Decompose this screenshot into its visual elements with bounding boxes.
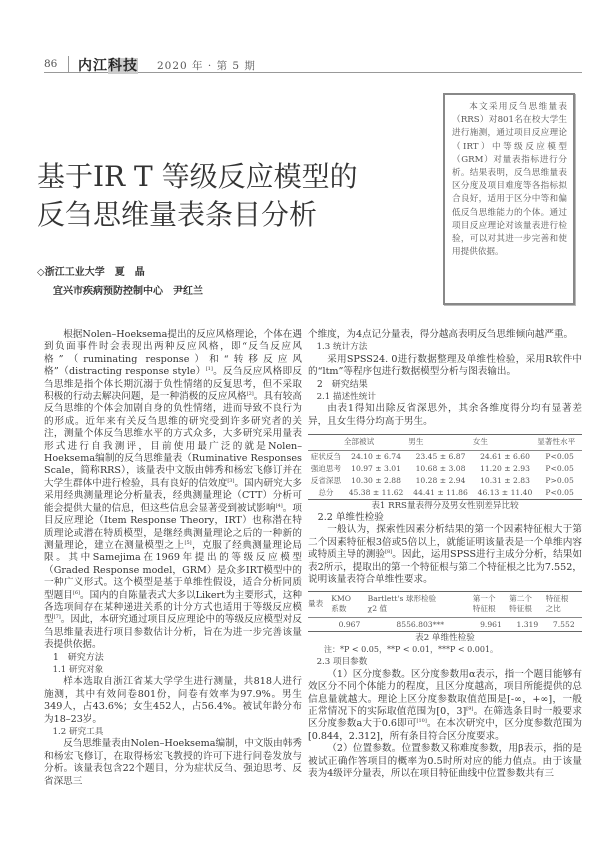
tools-paragraph-cont: 个维度，为4点记分量表，得分越高表明反刍思维倾向越严重。 bbox=[308, 329, 574, 340]
table-2-header-line: 第一个 bbox=[472, 593, 496, 603]
table-cell: 24.10 ± 6.74 bbox=[351, 452, 401, 462]
table-2-header-line: 之比 bbox=[545, 604, 561, 613]
running-header bbox=[44, 56, 582, 73]
table-cell: 8556.803*** bbox=[368, 617, 473, 631]
table-cell: 9.961 bbox=[473, 617, 509, 631]
table-2-header bbox=[473, 591, 509, 617]
table-1-header bbox=[308, 435, 344, 450]
table-2 bbox=[308, 591, 582, 632]
issue-label: 2020 年 · 第 5 期 bbox=[157, 60, 256, 72]
paragraph-text: 。在本次研究中，区分度参数范围为[0.844，2.312]，所有条目符合区分度要求。 bbox=[308, 718, 583, 742]
paragraph-text: 。因此，本研究通过项目反应理论中的等级反应模型对反刍思维量表进行项目参数估计分析，旨在为进一步完善该量表提供依据。 bbox=[44, 614, 303, 651]
table-cell: 强迫思考 bbox=[310, 464, 342, 474]
subsection-heading-2-1: 2.1 描述性统计 bbox=[316, 392, 376, 403]
paragraph-text: 。国内研究大多采用经典测量理论分析量表，经典测量理论（CTT）分析可能会提供大量的信息，但这些信息会显著受到被试影响 bbox=[44, 477, 303, 514]
paragraph-text: 。在筛选条目时一般要求区分度参数a大于0.6即可 bbox=[308, 705, 583, 730]
paragraph-text: 。因此，运用SPSS进行主成分分析，结果如表2所示，提取出的第一个特征根与第二个特征根之比为7.552，说明该量表符合单维性要求。 bbox=[308, 549, 582, 586]
table-cell: 总分 bbox=[318, 488, 334, 498]
table-1-header: 男生 bbox=[408, 435, 472, 450]
author-line-2: 宜兴市疾病预防控制中心 尹红兰 bbox=[53, 286, 203, 297]
subsection-heading-2-3: 2.3 项目参数 bbox=[316, 657, 368, 668]
table-row bbox=[308, 463, 582, 475]
page-number: 86 bbox=[44, 58, 58, 70]
citation-marker: [1] bbox=[205, 366, 213, 373]
table-cell: 10.97 ± 3.01 bbox=[351, 464, 401, 474]
authors bbox=[37, 263, 203, 301]
paragraph-text: 。国内的自陈量表式大多以Likert为主要形式，这种各选项间存在某种递进关系的计分方式也适用于等级反应模型 bbox=[44, 589, 302, 626]
citation-marker: [6] bbox=[72, 589, 80, 596]
table-cell: 7.552 bbox=[546, 617, 582, 631]
paragraph-text: 。具有较高反刍思维的个体会加剧自身的负性情绪，进而导致不良行为的形成。近年来有关反刍思维的研究受到许多研究者的关注，测量个体反刍思维水平的方式众多，大多研究采用量表形式进行自我测评，目前使用最广泛的就是Nolen–Hoeksema编制的反刍思维量表（Ruminative Responses Scale，简称RRS），该量表中文版由韩秀和杨宏飞修订并在大学生群体中进行检验，具有良好的信效度 bbox=[44, 391, 303, 489]
table-cell: P<0.05 bbox=[545, 488, 574, 498]
table-2-caption: 表2 单维性检验 bbox=[415, 632, 475, 643]
table-cell: 11.20 ± 2.93 bbox=[480, 464, 530, 474]
section-heading-2: 2 研究结果 bbox=[317, 379, 368, 390]
descriptive-paragraph: 由表1得知出除反省深思外，其余各维度得分均有显著差异，且女生得分均高于男生。 bbox=[308, 403, 582, 427]
title-line-2: 反刍思维量表条目分析 bbox=[37, 198, 318, 231]
table-cell: P<0.05 bbox=[545, 464, 574, 474]
table-cell: 10.68 ± 3.08 bbox=[415, 464, 466, 474]
tools-paragraph: 反刍思维量表由Nolen–Hoeksema编制，中文版由韩秀和杨宏飞修订，在取得杨宏飞教授的许可下进行问卷发放与分析。该量表包含22个题目，分为症状反刍、强迫思考、反省深思三 bbox=[44, 738, 302, 787]
paragraph-text: 。反刍反应风格即反刍思维是指个体长期沉溺于负性情绪的反复思考，但不采取积极的行动去解决问题，是一种消极的反应风格 bbox=[44, 366, 303, 403]
subjects-paragraph: 样本选取自浙江省某大学学生进行测量，共818人进行施测，其中有效问卷801份，问卷有效率为97.9%。男生349人，占43.6%；女生452人，占56.4%。被试年龄分布为18–23岁。 bbox=[44, 676, 302, 725]
table-2-header-line: 特征根 bbox=[472, 604, 496, 613]
table-2-header-line: 系数 bbox=[331, 604, 347, 613]
table-cell: 10.30 ± 2.88 bbox=[351, 476, 401, 486]
table-cell: 46.13 ± 11.40 bbox=[477, 488, 533, 498]
unidimensionality-paragraph bbox=[308, 524, 582, 586]
table-2-header bbox=[368, 591, 473, 617]
paragraph-text: （1）区分度参数。区分度参数用α表示，指一个题目能够有效区分不同个体能力的程度，且区分度越高，项目所能提供的总信息量就越大。理论上区分度参数取值范围是[-∞，+∞]，一般正常情况下的实际取值范围为[0，3] bbox=[308, 668, 582, 717]
table-cell: 反省深思 bbox=[310, 476, 342, 486]
right-column bbox=[308, 329, 582, 780]
title-line-1: 基于IR T 等级反应模型的 bbox=[37, 160, 358, 193]
table-row bbox=[308, 450, 582, 463]
table-cell: 45.38 ± 11.62 bbox=[348, 488, 404, 498]
subsection-heading-1-2: 1.2 研究工具 bbox=[52, 727, 104, 737]
table-2-header-line: 量表 bbox=[308, 598, 324, 608]
paragraph-text: 一般认为，探索性因素分析结果的第一个因素特征根大于第二个因素特征根3倍或5倍以上，就能证明该量表是一个单维内容或特质主导的测验 bbox=[308, 524, 582, 561]
article-title bbox=[37, 158, 358, 234]
abstract-box: 本文采用反刍思维量表（RRS）对801名在校大学生进行施测，通过项目反应理论（IRT）中等级反应模型（GRM）对量表指标进行分析。结果表明，反刍思维量表区分度及项目难度等各指标拟合良好，适用于区分中等和偏低反刍思维能力的个体。通过项目反应理论对该量表进行检验，可以对其进一步完善和使用提供依据。 bbox=[443, 93, 575, 305]
table-cell: 症状反刍 bbox=[310, 452, 342, 462]
table-2-header bbox=[308, 591, 331, 617]
citation-marker: [10] bbox=[416, 718, 427, 725]
table-cell: 10.31 ± 2.83 bbox=[480, 476, 530, 486]
table-1 bbox=[308, 434, 582, 499]
table-2-header bbox=[509, 591, 545, 617]
citation-marker: [9] bbox=[466, 705, 474, 712]
table-row bbox=[308, 475, 582, 487]
citation-marker: [3] bbox=[227, 477, 235, 484]
table-2-header-line: 特征根 bbox=[509, 604, 532, 613]
intro-paragraph bbox=[44, 329, 302, 652]
table-2-header bbox=[331, 591, 367, 617]
journal-logo-part2: 科技 bbox=[108, 58, 138, 74]
table-cell: 44.41 ± 11.86 bbox=[413, 488, 468, 498]
table-2-note: 注：*P < 0.05，**P < 0.01，***P < 0.001。 bbox=[324, 644, 499, 654]
journal-logo-part1: 内江 bbox=[78, 58, 108, 74]
table-2-header-line: KMO bbox=[331, 593, 351, 603]
table-2-header-line: Bartlett's 球形检验 bbox=[367, 593, 437, 603]
stats-paragraph: 采用SPSS24. 0进行数据整理及单维性检验，采用R软件中的“ltm”等程序包进行数据模型分析与图表输出。 bbox=[308, 353, 582, 378]
table-2-header-line: 第二个 bbox=[509, 593, 532, 603]
subsection-heading-1-1: 1.1 研究对象 bbox=[52, 664, 104, 675]
table-1-caption: 表1 RRS量表得分及男女性别差异比较 bbox=[371, 500, 519, 511]
journal-logo bbox=[78, 55, 138, 75]
table-cell: P<0.05 bbox=[545, 452, 574, 462]
table-row bbox=[308, 487, 582, 500]
citation-marker: [5] bbox=[184, 539, 192, 546]
table-2-header-line: 特征根 bbox=[545, 593, 569, 603]
citation-marker: [8] bbox=[385, 549, 393, 556]
author-line-1: ◇浙江工业大学 夏 晶 bbox=[37, 267, 145, 278]
citation-marker: [4] bbox=[275, 502, 283, 509]
table-cell: 23.45 ± 6.87 bbox=[415, 452, 466, 462]
header-divider bbox=[68, 56, 69, 72]
left-column bbox=[44, 329, 302, 788]
table-1-header: 全部被试 bbox=[344, 435, 408, 450]
paragraph-text: ，克服了经典测量理论局限。其中Samejima在1969年提出的等级反应模型（Graded Response model，GRM）是众多IRT模型中的一种广义形式。这个模型是基于单维性假设，适合分析同质型题目 bbox=[44, 539, 303, 601]
table-2-header-line: χ2 值 bbox=[367, 604, 388, 613]
paragraph-text: 根据Nolen–Hoeksema提出的反应风格理论，个体在遇到负面事件时会表现出两种反应风格，即“反刍反应风格”（ruminating response）和“转移反应风格”（distracting response style） bbox=[44, 329, 302, 378]
table-1-header: 女生 bbox=[473, 435, 537, 450]
table-cell: 10.28 ± 2.94 bbox=[415, 476, 466, 486]
location-paragraph: （2）位置参数。位置参数又称难度参数，用β表示，指的是被试正确作答项目的概率为0.5时所对应的能力值点。由于该量表为4级评分量表，所以在项目特征曲线中位置参数共有三 bbox=[308, 743, 582, 779]
table-cell: 1.319 bbox=[509, 617, 545, 631]
table-cell bbox=[308, 617, 331, 631]
table-cell: P>0.05 bbox=[545, 476, 574, 486]
paragraph-text: 。项目反应理论（Item Response Theory，IRT）也称潜在特质理论或潜在特质模型，是继经典测量理论之后的一种新的测量理论，建立在测量模型之上 bbox=[44, 502, 303, 551]
section-heading-1: 1 研究方法 bbox=[53, 652, 104, 663]
citation-marker: [7] bbox=[53, 614, 61, 621]
table-cell: 24.61 ± 6.60 bbox=[480, 452, 530, 462]
table-cell: 0.967 bbox=[331, 617, 367, 631]
subsection-heading-1-3: 1.3 统计方法 bbox=[316, 342, 368, 353]
table-1-header: 显著性水平 bbox=[537, 435, 582, 450]
citation-marker: [2] bbox=[246, 390, 254, 397]
subsection-heading-2-2: 2.2 单维性检验 bbox=[317, 512, 384, 524]
discrimination-paragraph bbox=[308, 669, 582, 743]
table-2-header bbox=[546, 591, 582, 617]
